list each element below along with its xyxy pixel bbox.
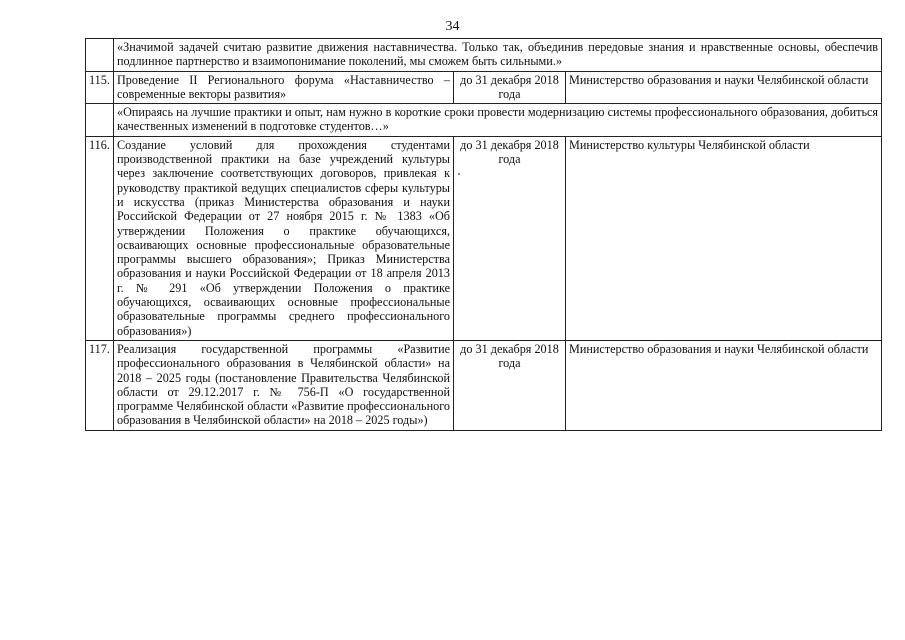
deadline-cell: до 31 декабря 2018 года	[454, 136, 566, 340]
row-number: 116.	[86, 136, 114, 340]
quote-row	[86, 104, 882, 137]
row-number: 117.	[86, 340, 114, 430]
empty-number-cell	[86, 39, 114, 72]
responsible-cell: Министерство образования и науки Челябинской области	[566, 71, 882, 104]
quote-row	[86, 39, 882, 72]
responsible-cell: Министерство культуры Челябинской области	[566, 136, 882, 340]
table-row	[86, 136, 882, 340]
event-description: Проведение II Регионального форума «Наставничество – современные векторы развития»	[114, 71, 454, 104]
table-row	[86, 71, 882, 104]
scan-speck	[458, 173, 460, 175]
quote-text: «Опираясь на лучшие практики и опыт, нам нужно в короткие сроки провести модернизацию системы профессионального образования, добиться качественных изменений в подготовке студентов…»	[114, 104, 882, 137]
event-description: Реализация государственной программы «Развитие профессионального образования в Челябинской области» на 2018 – 2025 годы (постановление Правительства Челябинской области от 29.12.2017 г. № 756-П «О государственной программе Челябинской области «Развитие профессионального образования в Челябинской области» на 2018 – 2025 годы»)	[114, 340, 454, 430]
empty-number-cell	[86, 104, 114, 137]
plan-table	[85, 38, 882, 431]
deadline-cell: до 31 декабря 2018 года	[454, 340, 566, 430]
table-row	[86, 340, 882, 430]
deadline-cell: до 31 декабря 2018 года	[454, 71, 566, 104]
event-description: Создание условий для прохождения студентами производственной практики на базе учреждений культуры через заключение соответствующих договоров, привлекая к руководству практикой ведущих специалистов сферы культуры и искусства (приказ Министерства образования и науки Российской Федерации от 27 ноября 2015 г. № 1383 «Об утверждении Положения о практике обучающихся, осваивающих основные профессиональные образовательные программы высшего образования»; Приказ Министерства образования и науки Российской Федерации от 18 апреля 2013 г. № 291 «Об утверждении Положения о практике обучающихся, осваивающих основные профессиональные образовательные программы среднего профессионального образования»)	[114, 136, 454, 340]
row-number: 115.	[86, 71, 114, 104]
quote-text: «Значимой задачей считаю развитие движения наставничества. Только так, объединив передовые знания и нравственные основы, обеспечив подлинное партнерство и взаимопонимание поколений, мы сможем быть сильными.»	[114, 39, 882, 72]
responsible-cell: Министерство образования и науки Челябинской области	[566, 340, 882, 430]
page-number: 34	[445, 19, 460, 34]
